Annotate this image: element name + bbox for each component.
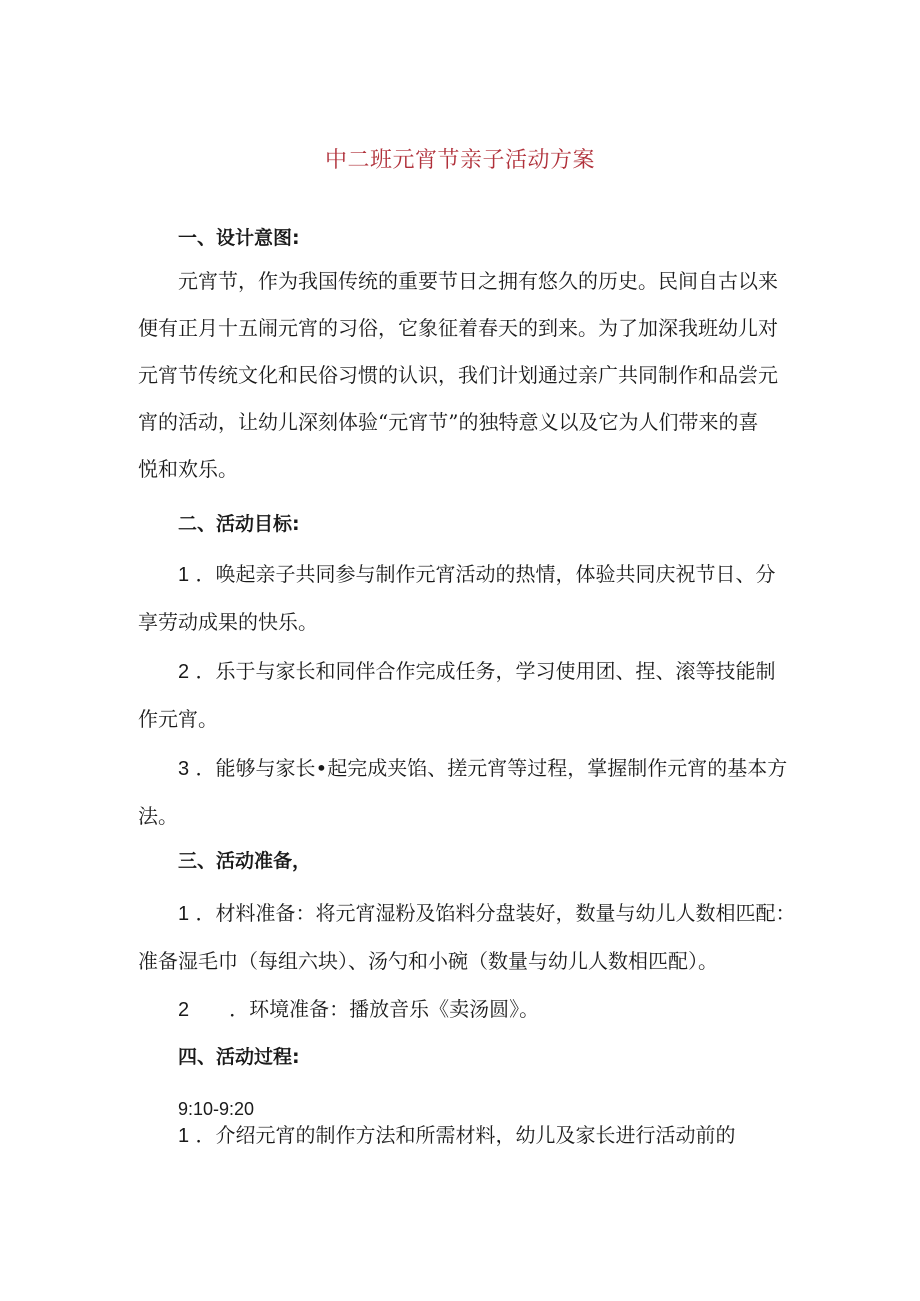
item-text: ．唤起亲子共同参与制作元宵活动的热情，体验共同庆祝节日、分	[195, 562, 776, 586]
section-heading-prep: 三、活动准备，	[178, 850, 312, 872]
time-range: 9:10-9:20	[178, 1099, 255, 1119]
item-number: 1	[178, 1125, 190, 1147]
item-line: 法。	[138, 804, 178, 828]
item-line	[138, 648, 788, 696]
goal-item-1	[138, 551, 788, 646]
goal-item-3	[138, 745, 788, 840]
document-title: 中二班元宵节亲子活动方案	[324, 148, 595, 173]
item-line	[138, 551, 788, 599]
item-line	[138, 1112, 788, 1160]
item-text: ．乐于与家长和同伴合作完成任务，学习使用团、捏、滚等技能制	[195, 659, 776, 683]
paragraph-line: 元宵节传统文化和民俗习惯的认识，我们计划通过亲广共同制作和品尝元	[138, 363, 778, 387]
paragraph-line: 便有正月十五闹元宵的习俗，它象征着春天的到来。为了加深我班幼儿对	[138, 316, 778, 340]
item-line	[138, 745, 788, 793]
item-number: 1	[178, 903, 190, 925]
item-text: ．能够与家长•起完成夹馅、搓元宵等过程，掌握制作元宵的基本方	[195, 756, 788, 780]
item-line	[138, 986, 788, 1034]
item-number: 3	[178, 758, 190, 780]
prep-item-2	[138, 986, 788, 1034]
item-text: ．环境准备：播放音乐《卖汤圆》。	[229, 997, 540, 1021]
item-text: ．材料准备：将元宵湿粉及馅料分盘装好，数量与幼儿人数相匹配：	[195, 901, 796, 925]
design-paragraph	[138, 258, 788, 493]
paragraph-line: 元宵节，作为我国传统的重要节日之拥有悠久的历史。民间自古以来	[178, 269, 778, 293]
item-text: ．介绍元宵的制作方法和所需材料，幼儿及家长进行活动前的	[195, 1123, 736, 1147]
item-line: 享劳动成果的快乐。	[138, 610, 318, 634]
section-heading-design: 一、设计意图:	[178, 227, 300, 249]
item-line	[138, 890, 796, 938]
goal-item-2	[138, 648, 788, 743]
prep-item-1	[138, 890, 796, 985]
item-number: 2	[178, 661, 190, 683]
item-number: 2	[178, 999, 190, 1021]
process-item-1	[138, 1112, 788, 1160]
item-line: 准备湿毛巾（每组六块）、汤勺和小碗（数量与幼儿人数相匹配）。	[138, 949, 718, 973]
item-line: 作元宵。	[138, 707, 218, 731]
section-heading-process: 四、活动过程:	[178, 1046, 300, 1068]
item-number: 1	[178, 564, 190, 586]
paragraph-line: 悦和欢乐。	[138, 457, 238, 481]
section-heading-goals: 二、活动目标:	[178, 513, 300, 535]
paragraph-line: 宵的活动，让幼儿深刻体验“元宵节”的独特意义以及它为人们带来的喜	[138, 410, 759, 434]
